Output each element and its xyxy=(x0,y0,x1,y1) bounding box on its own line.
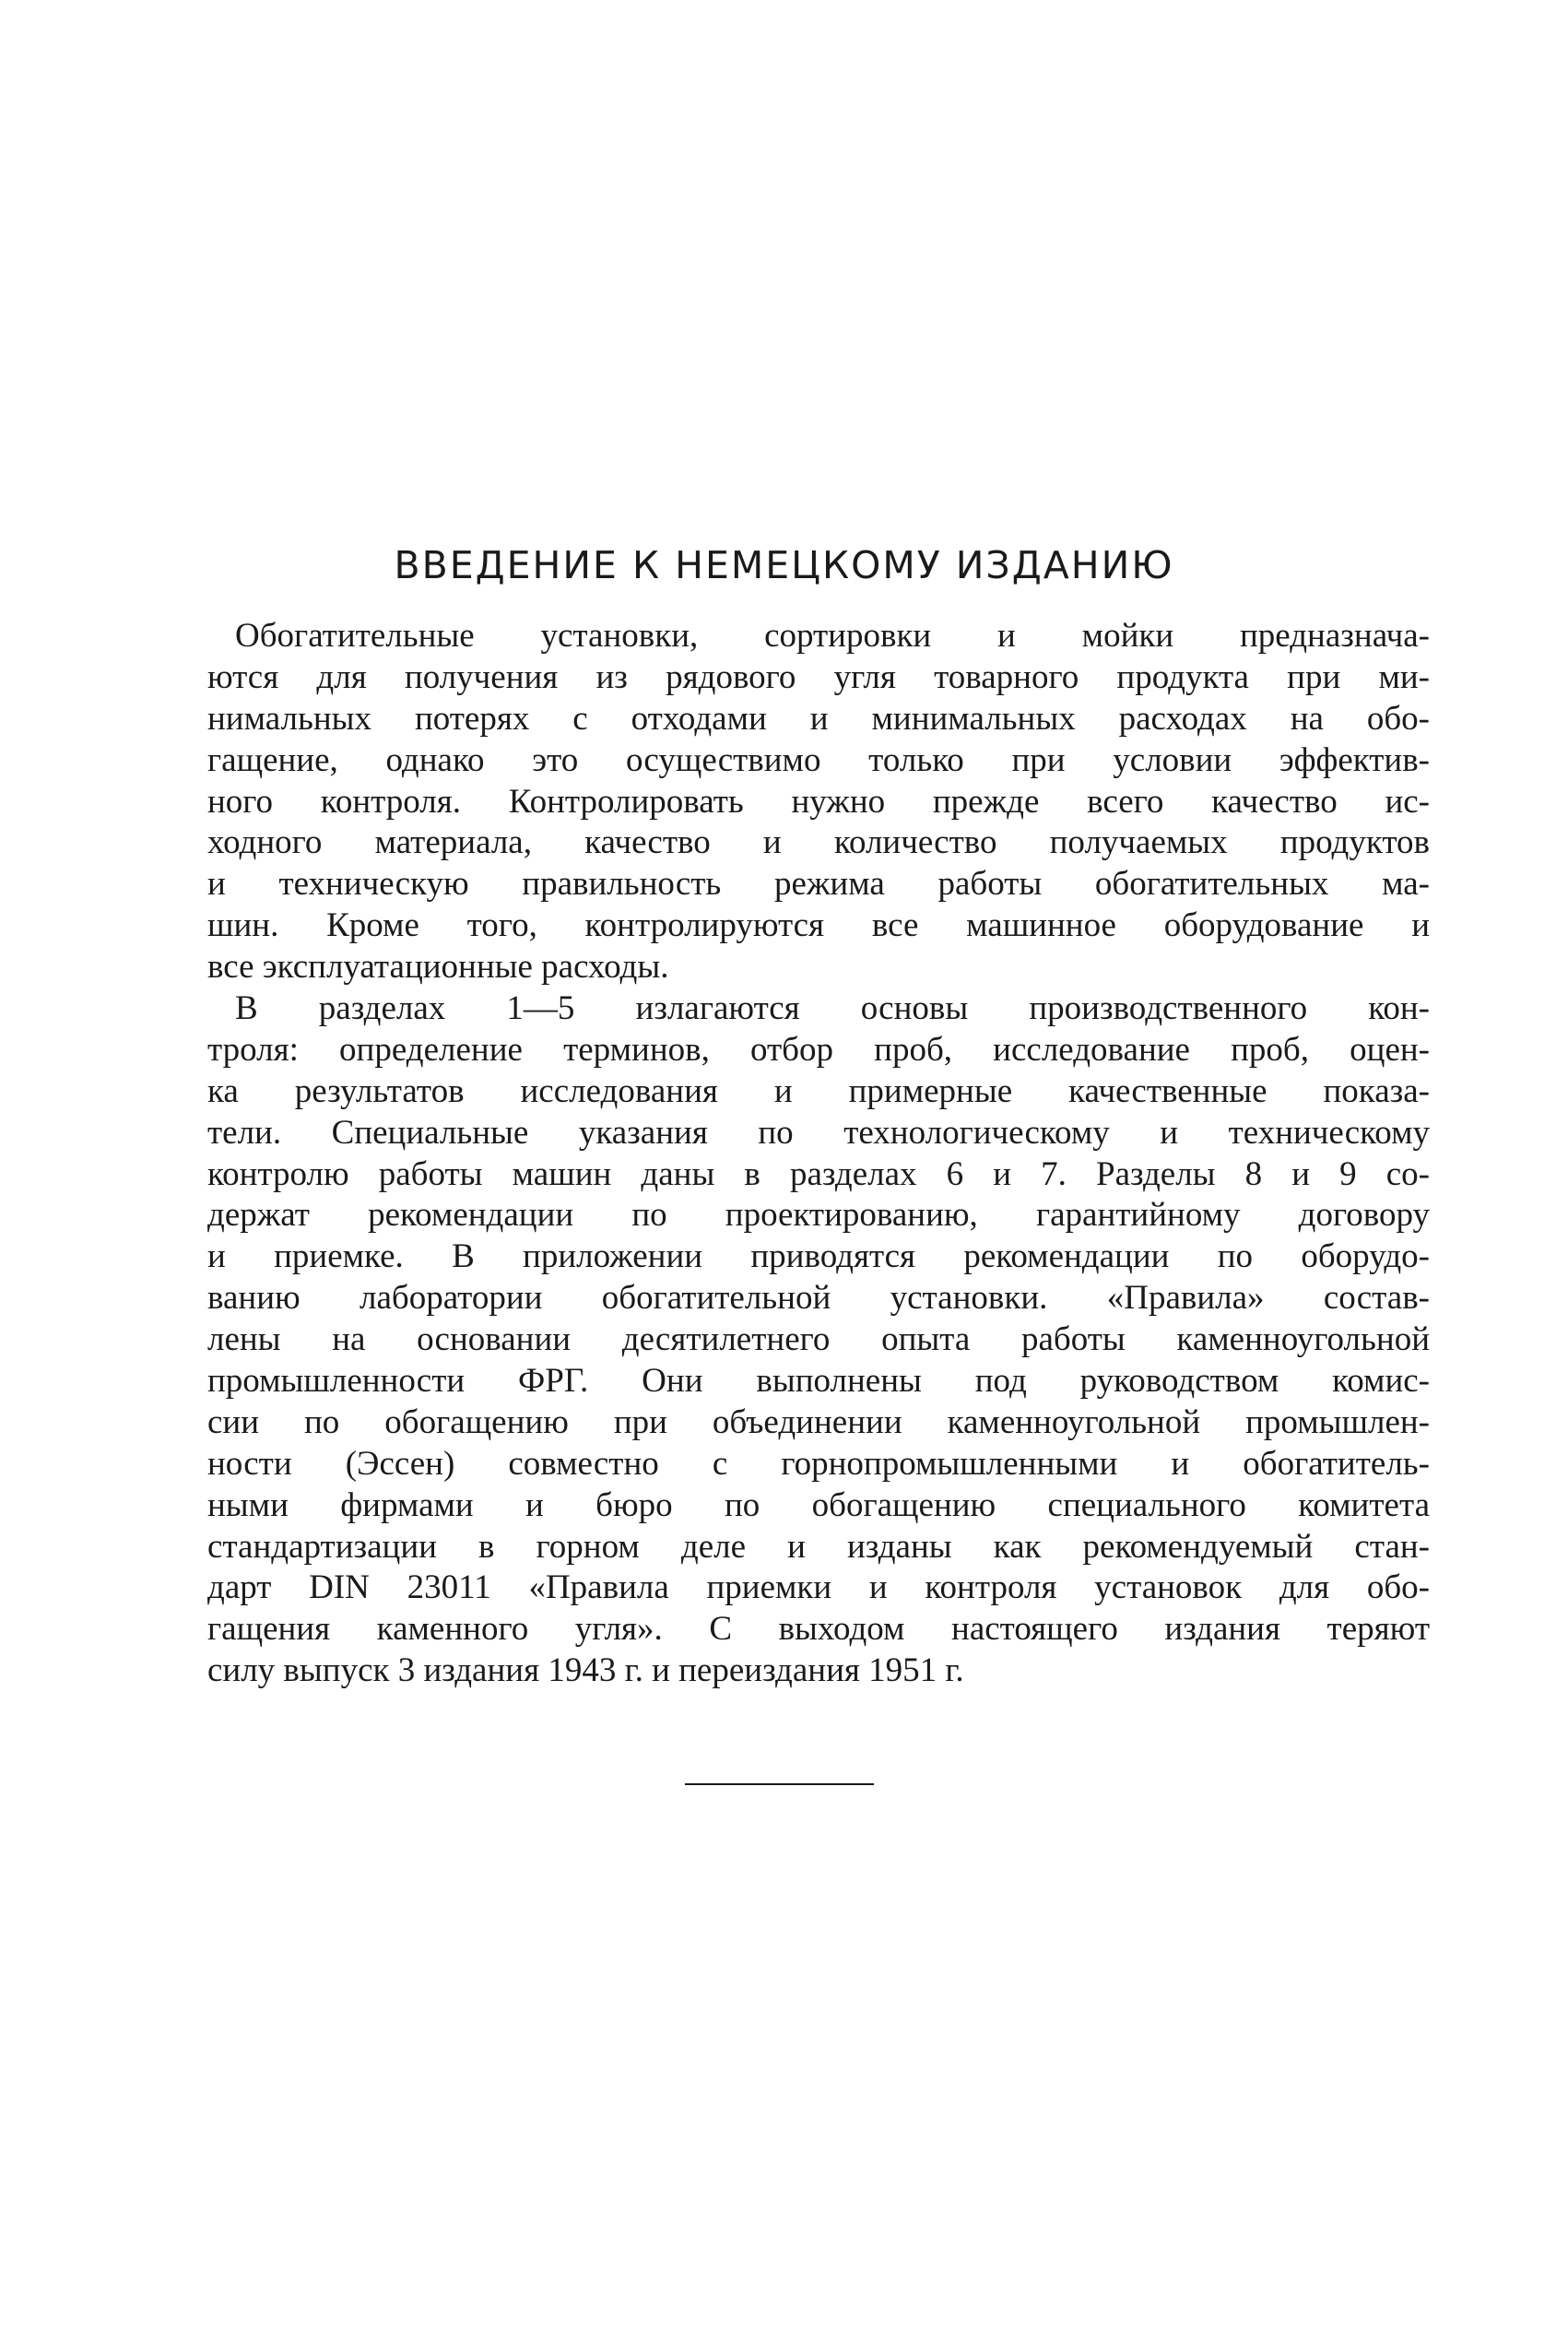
text-line: тели. Специальные указания по технологическому и техническому xyxy=(207,1113,1430,1152)
text-line: ходного материала, качество и количество получаемых продуктов xyxy=(207,823,1430,862)
text-line: и техническую правильность режима работы обогатительных ма- xyxy=(207,865,1430,904)
text-line: ка результатов исследования и примерные качественные показа- xyxy=(207,1071,1430,1110)
text-line: стандартизации в горном деле и изданы как рекомендуемый стан- xyxy=(207,1527,1430,1566)
text-line: контролю работы машин даны в разделах 6 и 7. Разделы 8 и 9 со- xyxy=(207,1154,1430,1193)
section-divider xyxy=(685,1783,874,1785)
text-line: дарт DIN 23011 «Правила приемки и контроля установок для обо- xyxy=(207,1568,1430,1607)
text-line: гащения каменного угля». С выходом настоящего издания теряют xyxy=(207,1610,1430,1649)
text-line: В разделах 1—5 излагаются основы производственного кон- xyxy=(235,989,1430,1028)
text-line: ются для получения из рядового угля товарного продукта при ми- xyxy=(207,657,1430,696)
text-line: нимальных потерях с отходами и минимальных расходах на обо- xyxy=(207,699,1430,738)
text-line: ванию лаборатории обогатительной установки. «Правила» состав- xyxy=(207,1279,1430,1318)
page-title: ВВЕДЕНИЕ К НЕМЕЦКОМУ ИЗДАНИЮ xyxy=(394,543,1174,587)
text-line: силу выпуск 3 издания 1943 г. и переиздания 1951 г. xyxy=(207,1651,964,1690)
text-line: ными фирмами и бюро по обогащению специального комитета xyxy=(207,1485,1430,1524)
text-line: гащение, однако это осуществимо только при условии эффектив- xyxy=(207,740,1430,779)
body-text xyxy=(207,616,1430,1692)
text-line: и приемке. В приложении приводятся рекомендации по оборудо- xyxy=(207,1237,1430,1276)
text-line: шин. Кроме того, контролируются все машинное оборудование и xyxy=(207,906,1430,945)
text-line: ности (Эссен) совместно с горнопромышленными и обогатитель- xyxy=(207,1444,1430,1483)
text-line: троля: определение терминов, отбор проб, исследование проб, оцен- xyxy=(207,1030,1430,1069)
text-line: сии по обогащению при объединении каменноугольной промышлен- xyxy=(207,1402,1430,1441)
text-line: держат рекомендации по проектированию, гарантийному договору xyxy=(207,1196,1430,1235)
text-line: промышленности ФРГ. Они выполнены под руководством комис- xyxy=(207,1362,1430,1401)
text-line: Обогатительные установки, сортировки и мойки предназнача- xyxy=(235,617,1430,655)
text-line: лены на основании десятилетнего опыта работы каменноугольной xyxy=(207,1320,1430,1359)
text-line: ного контроля. Контролировать нужно прежде всего качество ис- xyxy=(207,782,1430,821)
text-line: все эксплуатационные расходы. xyxy=(207,948,669,987)
